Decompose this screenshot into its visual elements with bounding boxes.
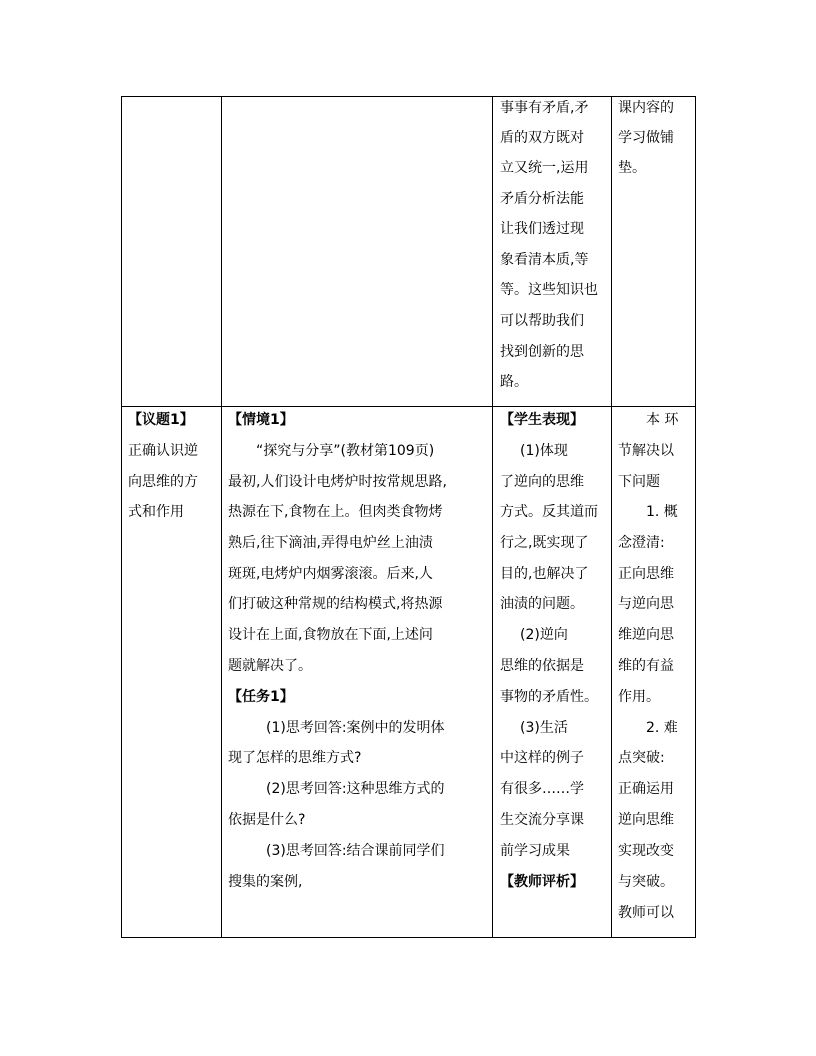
text-line: 与逆向思 bbox=[618, 596, 674, 612]
text-line: (3)思考回答:结合课前同学们 bbox=[266, 843, 445, 859]
text-line: 油渍的问题。 bbox=[500, 596, 584, 612]
text-line: 最初,人们设计电烤炉时按常规思路, bbox=[228, 474, 447, 490]
text-line: (1)体现 bbox=[520, 443, 568, 459]
text-line: 方式。反其道而 bbox=[500, 504, 598, 520]
text-line: 中这样的例子 bbox=[500, 750, 584, 766]
table-cell-top-col1 bbox=[121, 96, 222, 407]
issue-header: 【议题1】 bbox=[128, 412, 194, 428]
text-line: 们打破这种常规的结构模式,将热源 bbox=[228, 596, 443, 612]
text-line: 目的,也解决了 bbox=[500, 566, 589, 582]
text-line: 点突破: bbox=[618, 750, 665, 766]
student-performance-header: 【学生表现】 bbox=[500, 412, 584, 428]
text-line: 现了怎样的思维方式? bbox=[228, 750, 362, 766]
text-line: 设计在上面,食物放在下面,上述问 bbox=[228, 627, 433, 643]
text-line: 让我们透过现 bbox=[500, 221, 584, 237]
text-line: 有很多……学 bbox=[500, 781, 584, 797]
task-header: 【任务1】 bbox=[228, 689, 294, 705]
text-line: 热源在下,食物在上。但肉类食物烤 bbox=[228, 504, 443, 520]
text-line: 学习做铺 bbox=[618, 130, 674, 146]
text-line: “探究与分享”(教材第109页) bbox=[256, 443, 435, 459]
text-line: 事事有矛盾,矛 bbox=[500, 100, 589, 116]
text-line: 节解决以 bbox=[618, 443, 674, 459]
text-line: 行之,既实现了 bbox=[500, 535, 589, 551]
text-line: 1. 概 bbox=[646, 504, 678, 520]
text-line: 正向思维 bbox=[618, 566, 674, 582]
text-line: 维的有益 bbox=[618, 658, 674, 674]
text-line: 式和作用 bbox=[128, 504, 184, 520]
scenario-header: 【情境1】 bbox=[228, 412, 294, 428]
text-line: (2)逆向 bbox=[520, 627, 568, 643]
table-cell-top-col2 bbox=[221, 96, 493, 407]
text-line: 前学习成果 bbox=[500, 843, 570, 859]
text-line: 了逆向的思维 bbox=[500, 474, 584, 490]
text-line: 教师可以 bbox=[618, 905, 674, 921]
text-line: 熟后,往下滴油,弄得电炉丝上油渍 bbox=[228, 535, 433, 551]
text-line: 2. 难 bbox=[646, 720, 678, 736]
text-line: 生交流分享课 bbox=[500, 812, 584, 828]
text-line: (1)思考回答:案例中的发明体 bbox=[266, 720, 445, 736]
text-line: 搜集的案例, bbox=[228, 874, 303, 890]
text-line: 向思维的方 bbox=[128, 474, 198, 490]
text-line: 依据是什么? bbox=[228, 812, 306, 828]
text-line: 实现改变 bbox=[618, 843, 674, 859]
text-line: 与突破。 bbox=[618, 874, 674, 890]
text-line: 事物的矛盾性。 bbox=[500, 689, 598, 705]
text-line: 可以帮助我们 bbox=[500, 313, 584, 329]
text-line: 正确认识逆 bbox=[128, 443, 198, 459]
text-line: 垫。 bbox=[618, 160, 646, 176]
text-line: 念澄清: bbox=[618, 535, 665, 551]
text-line: 矛盾分析法能 bbox=[500, 191, 584, 207]
text-line: 等。这些知识也 bbox=[500, 282, 598, 298]
text-line: 下问题 bbox=[618, 474, 660, 490]
text-line: (2)思考回答:这种思维方式的 bbox=[266, 781, 445, 797]
text-line: 正确运用 bbox=[618, 781, 674, 797]
text-line: 本 环 bbox=[646, 412, 679, 428]
teacher-comment-header: 【教师评析】 bbox=[500, 874, 584, 890]
text-line: 题就解决了。 bbox=[228, 658, 312, 674]
text-line: 路。 bbox=[500, 374, 528, 390]
text-line: 象看清本质,等 bbox=[500, 252, 589, 268]
text-line: 斑斑,电烤炉内烟雾滚滚。后来,人 bbox=[228, 566, 433, 582]
text-line: 作用。 bbox=[618, 689, 660, 705]
text-line: 维逆向思 bbox=[618, 627, 674, 643]
text-line: 盾的双方既对 bbox=[500, 130, 584, 146]
text-line: 课内容的 bbox=[618, 100, 674, 116]
text-line: (3)生活 bbox=[520, 720, 568, 736]
text-line: 立又统一,运用 bbox=[500, 160, 589, 176]
text-line: 找到创新的思 bbox=[500, 344, 584, 360]
text-line: 逆向思维 bbox=[618, 812, 674, 828]
text-line: 思维的依据是 bbox=[500, 658, 584, 674]
